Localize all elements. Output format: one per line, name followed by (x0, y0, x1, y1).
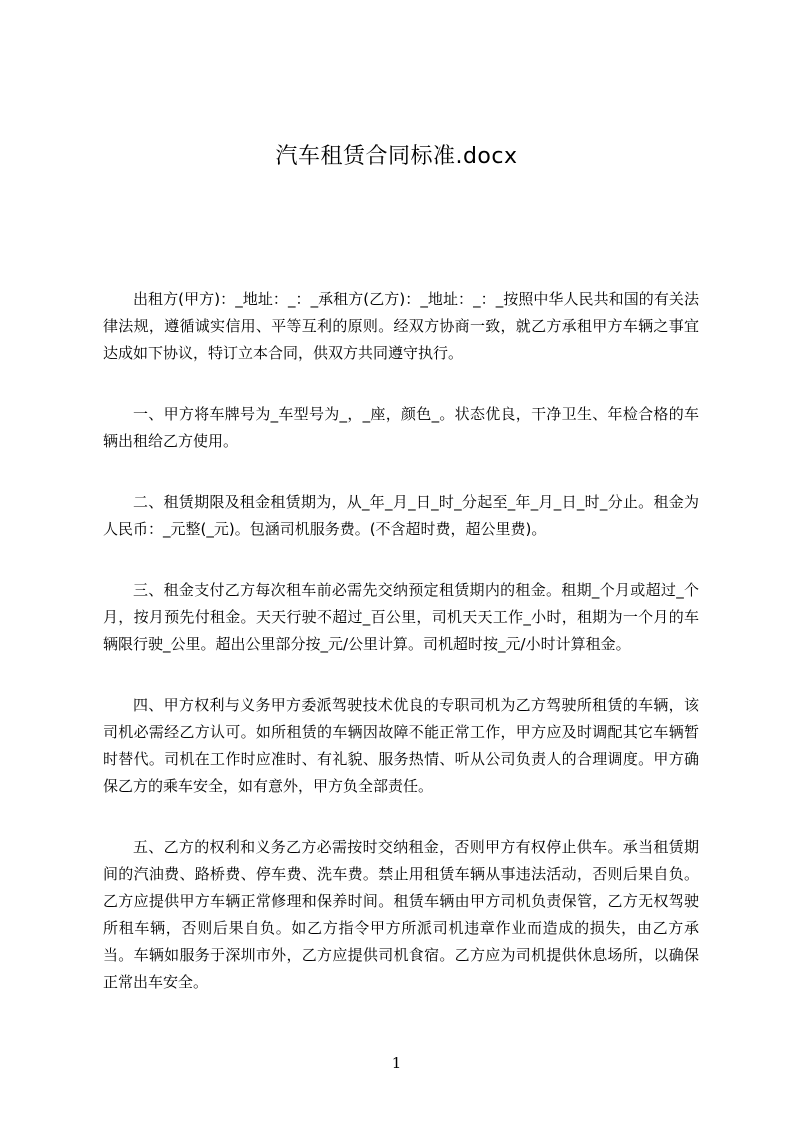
document-body (103, 286, 699, 1030)
page-number: 1 (391, 1054, 402, 1072)
paragraph-clause-1-vehicle: 一、甲方将车牌号为_车型号为_，_座，颜色_。状态优良，干净卫生、年检合格的车辆出租给乙方使用。 (103, 405, 699, 450)
document-title: 汽车租赁合同标准.docx (275, 144, 518, 169)
paragraph-clause-3-payment: 三、租金支付乙方每次租车前必需先交纳预定租赁期内的租金。租期_个月或超过_个月，按月预先付租金。天天行驶不超过_百公里，司机天天工作_小时，租期为一个月的车辆限行驶_公里。超出公里部分按_元/公里计算。司机超时按_元/小时计算租金。 (103, 581, 699, 653)
paragraph-clause-2-term-rent: 二、租赁期限及租金租赁期为，从_年_月_日_时_分起至_年_月_日_时_分止。租金为人民币：_元整(_元)。包涵司机服务费。(不含超时费，超公里费)。 (103, 493, 699, 538)
paragraph-parties: 出租方(甲方)：_地址：_：_承租方(乙方)：_地址：_：_按照中华人民共和国的有关法律法规，遵循诚实信用、平等互利的原则。经双方协商一致，就乙方承租甲方车辆之事宜达成如下协议，特订立本合同，供双方共同遵守执行。 (103, 290, 699, 362)
paragraph-clause-5-lessee-duties: 五、乙方的权利和义务乙方必需按时交纳租金，否则甲方有权停止供车。承当租赁期间的汽油费、路桥费、停车费、洗车费。禁止用租赁车辆从事违法活动，否则后果自负。乙方应提供甲方车辆正常修理和保养时间。租赁车辆由甲方司机负责保管，乙方无权驾驶所租车辆，否则后果自负。如乙方指令甲方所派司机违章作业而造成的损失，由乙方承当。车辆如服务于深圳市外，乙方应提供司机食宿。乙方应为司机提供休息场所，以确保正常出车安全。 (103, 838, 699, 991)
paragraph-clause-4-lessor-duties: 四、甲方权利与义务甲方委派驾驶技术优良的专职司机为乙方驾驶所租赁的车辆，该司机必需经乙方认可。如所租赁的车辆因故障不能正常工作，甲方应及时调配其它车辆暂时替代。司机在工作时应准时、有礼貌、服务热情、听从公司负责人的合理调度。甲方确保乙方的乘车安全，如有意外，甲方负全部责任。 (103, 696, 699, 795)
